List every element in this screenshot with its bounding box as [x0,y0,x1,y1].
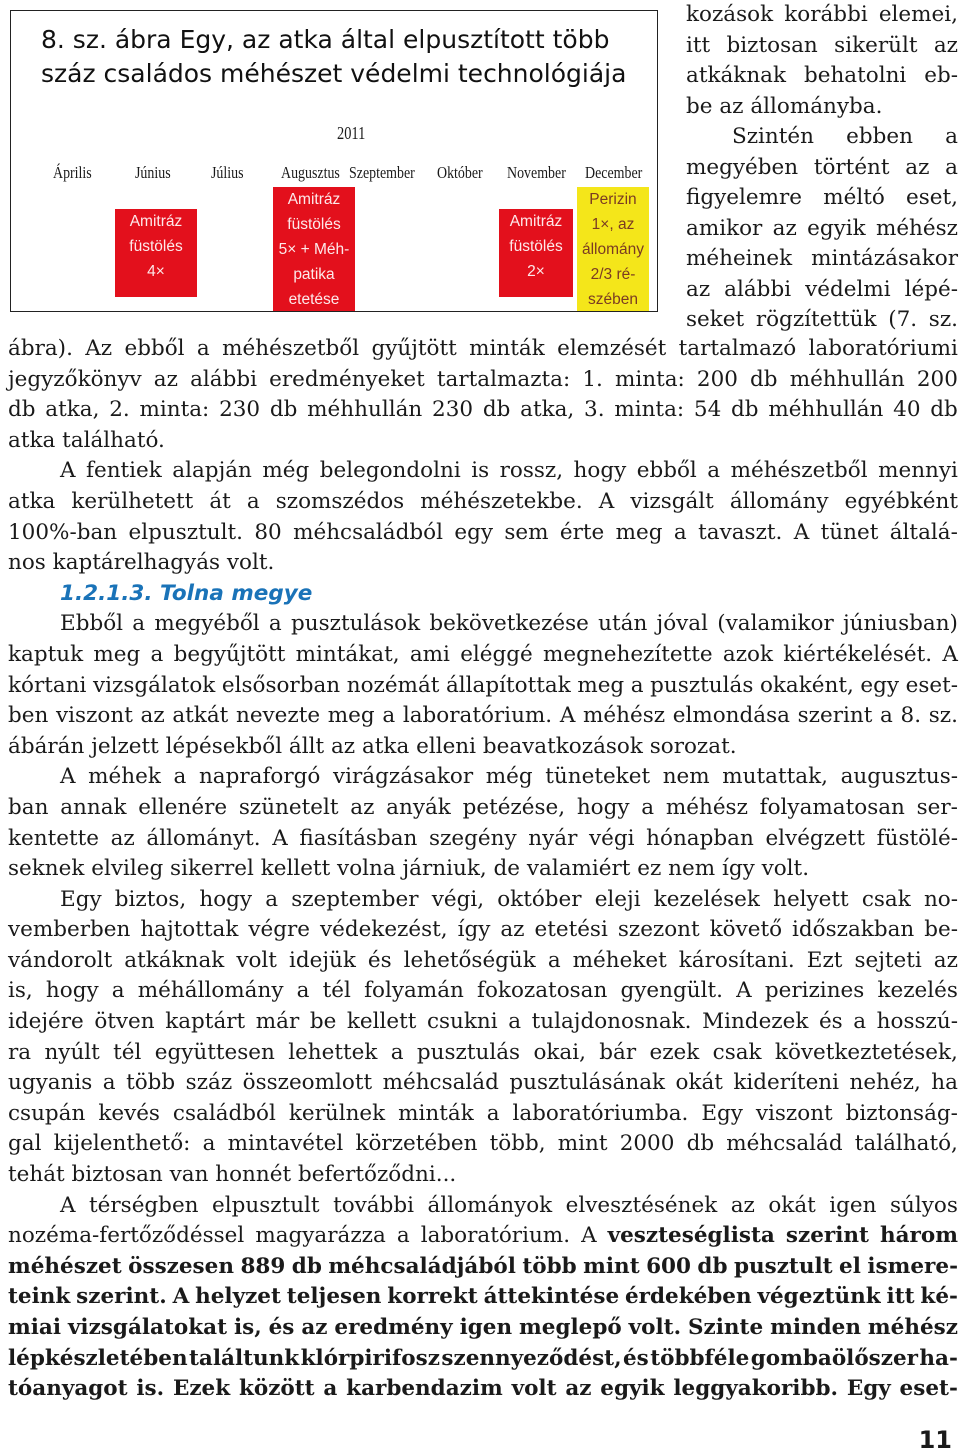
text-line: atka kerülhetett át a szomszédos méhészetekbe. A vizsgált állomány egyébként [8,488,958,514]
text-line: seknek elvileg sikerrel kellett volna járniuk, de valamiért ez nem így volt. [8,856,810,882]
text-line: A méhek a napraforgó virágzásakor még tüneteket nem mutattak, augusztus- [60,764,958,790]
page-number: 11 [918,1426,952,1454]
text-line: csupán kevés családból kerülnek minták a laboratóriumba. Egy viszont biztonság- [8,1100,958,1126]
text-line: lépkészletében találtunk klórpirifosz szennyeződést, és többféle gombaölőszer ha- [8,1345,958,1371]
text-line: amikor az egyik méhész [686,215,958,241]
text-line: itt biztosan sikerült az [686,32,958,58]
text-line: méhészet összesen 889 db méhcsaládjából több mint 600 db pusztult el ismere- [8,1253,958,1279]
text-line: idejére ötven kaptárt már be kellett csukni a tulajdonosnak. Mindezek és a hosszú- [8,1009,958,1035]
figure-title-line: 8. sz. ábra Egy, az atka által elpusztított több [41,25,610,54]
text-line: ben viszont az atkát nevezte meg a laboratórium. A méhész elmondása szerint a 8. sz. [8,703,958,729]
text-line: ábra). Az ebből a méhészetből gyűjtött minták elemzését tartalmazó laboratóriumi [8,336,958,361]
cell-text: 1×, az [591,216,635,233]
text-line: seket rögzítettük (7. sz. [686,307,958,332]
cell-december [577,187,649,311]
cell-text: 5× + Méh- [278,241,350,258]
cell-text: etetése [288,291,340,308]
text-line: kórtani vizsgálatok elsősorban nozémát állapítottak meg a pusztulás okaként, egy eset- [8,672,958,698]
text-line: teink szerint. A helyzet teljesen korrekt áttekintése érdekében végeztünk itt ké- [8,1284,958,1310]
text-line: vemberben hajtottak végre védekezést, így az etetési szezont követő időszakban be- [8,917,958,943]
text-line: tehát biztosan van honnét befertőződni... [8,1162,457,1188]
text-line: A térségben elpusztult további állományok elvesztésének az okát igen súlyos [60,1192,958,1218]
text-line: ra nyúlt tél együttesen lehettek a pusztulás okai, bár ezek csak következtetések, [8,1039,958,1065]
text-line: ugyanis a több száz összeomlott méhcsalád pusztulásának okát kideríteni nehéz, ha [8,1070,958,1096]
text-line: megyében történt az a [686,154,958,180]
section-heading: 1.2.1.3. Tolna megye [60,580,313,606]
figure-year: 2011 [337,123,366,143]
side-column [686,0,958,336]
cell-text: patika [293,266,335,283]
month-label: December [585,163,643,182]
text-line: kentette az állományt. A fiasításban szegény nyár végi hónapban elvégzett füstölé- [8,825,958,851]
text-line: figyelemre méltó eset, [686,185,958,210]
month-label: Június [135,163,171,182]
text-line: be az állományba. [686,93,883,119]
text-line: méheinek mintázásakor [686,246,958,271]
text-line: Egy biztos, hogy a szeptember végi, október eleji kezelések helyett csak no- [60,886,958,912]
month-label: Április [53,163,92,182]
month-label: Július [211,163,244,182]
text-line: gal kijelenthető: a mintavétel körzetében több, mint 2000 db méhcsalád található, [8,1131,958,1157]
figure-title [41,23,641,91]
cell-text: 2× [527,263,545,280]
cell-text: füstölés [509,238,563,255]
text-line: A fentiek alapján még belegondolni is rossz, hogy ebből a méhészetből mennyi [60,458,958,484]
cell-text: 4× [147,263,165,280]
text-line: nozéma-fertőződéssel magyarázza a laboratórium. A veszteséglista szerint három [8,1223,958,1249]
text-line: tóanyagot is. Ezek között a karbendazim volt az egyik leggyakoribb. Egy eset- [8,1376,958,1402]
text-line: ban annak ellenére szünetelt az anyák petézése, hogy a méhész folyamatosan ser- [8,794,958,820]
body-text [8,334,958,1405]
cell-november [499,209,573,297]
cell-text: szében [588,291,638,308]
figure-box [10,10,658,312]
text-line: atkáknak behatolni eb- [686,63,958,88]
text-line: db atka, 2. minta: 230 db méhhullán 230 db atka, 3. minta: 54 db méhhullán 40 db [8,397,958,423]
text-line: kaptuk meg a begyűjtött mintákat, ami eléggé megnehezítette azok kiértékelését. A [8,641,958,667]
cell-august [273,187,355,311]
text-line: ábárán jelzett lépésekből állt az atka elleni beavatkozások sorozat. [8,733,737,759]
text-line: nos kaptárelhagyás volt. [8,550,275,576]
cell-text: Amitráz [129,213,183,230]
text-line: miai vizsgálatokat is, és az eredmény igen meglepő volt. Szinte minden méhész [8,1315,958,1340]
text-line: vándorolt atkáknak volt idejük és lehetőségük a méheket károsítani. Ezt sejteti az [8,947,958,973]
month-label: Október [437,163,483,182]
cell-text: 2/3 ré- [590,266,636,283]
text-line: Szintén ebben a [732,124,958,149]
cell-text: Perizin [589,191,637,208]
figure-title-line: száz családos méhészet védelmi technológiája [41,59,627,88]
text-line: kozások korábbi elemei, [686,2,958,27]
month-label: November [507,163,566,182]
text-line: is, hogy a méhállomány a tél folyamán fokozatosan gyengült. A perizines kezelés [8,978,958,1004]
cell-april [115,209,197,297]
text-line: 100%-ban elpusztult. 80 méhcsaládból egy sem érte meg a tavaszt. A tünet általá- [8,519,958,545]
month-label: Augusztus [281,163,340,182]
cell-text: füstölés [129,238,183,255]
month-label: Szeptember [349,163,415,182]
text-line: Ebből a megyéből a pusztulások bekövetkezése után jóval (valamikor júniusban) [60,611,958,637]
text-line: az alábbi védelmi lépé- [686,276,958,302]
cell-text: állomány [581,241,645,258]
cell-text: füstölés [287,216,341,233]
month-row [11,163,659,189]
text-line: jegyzőkönyv az alábbi eredményeket tartalmazta: 1. minta: 200 db méhhullán 200 [8,366,958,392]
cell-text: Amitráz [509,213,563,230]
text-line: atka található. [8,427,165,453]
cell-text: Amitráz [287,191,341,208]
